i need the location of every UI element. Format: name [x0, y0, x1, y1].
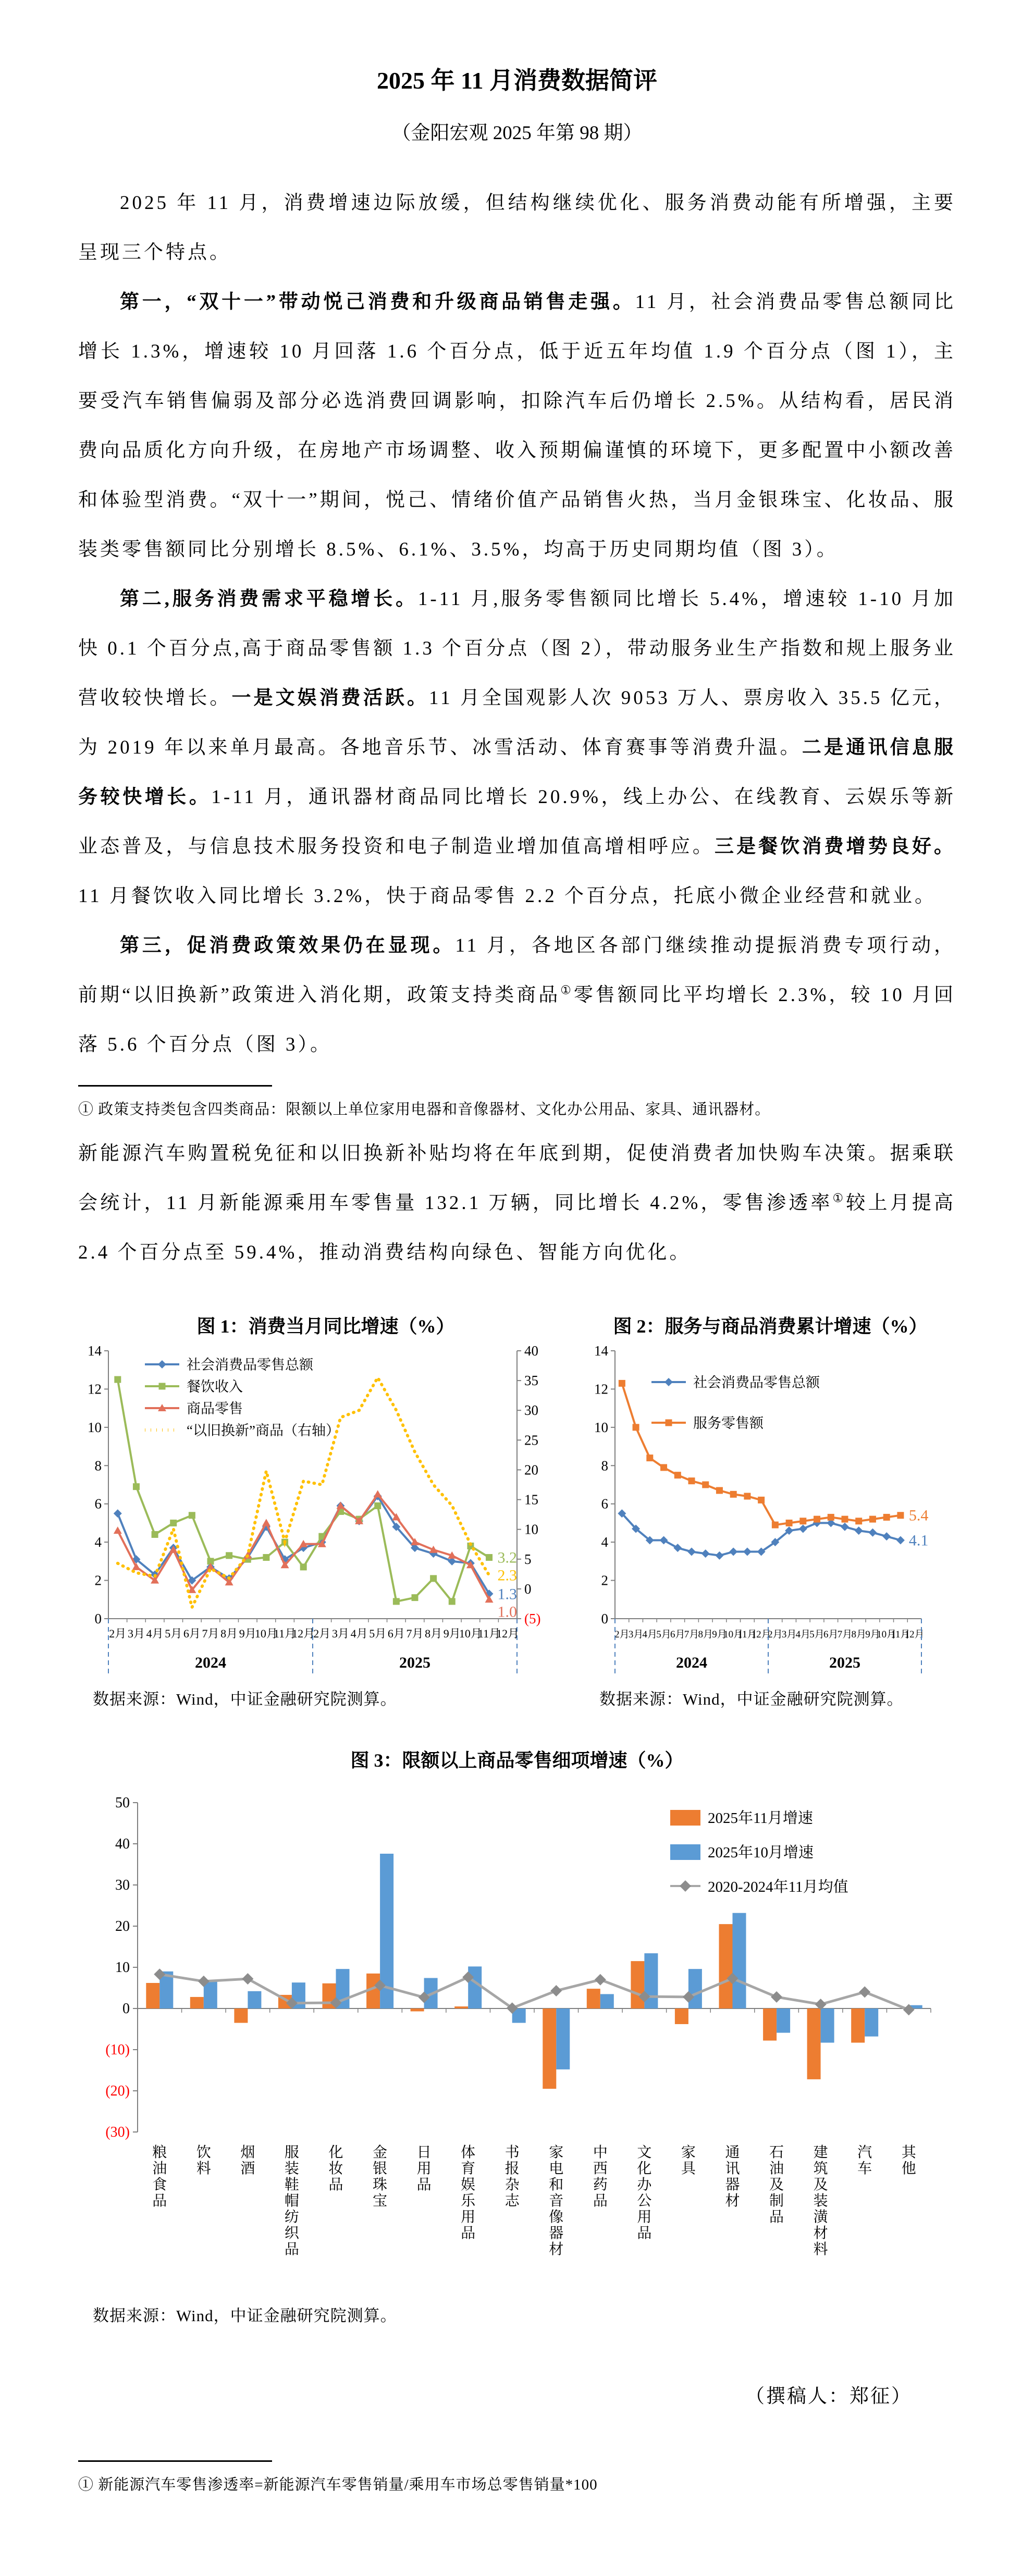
- svg-text:4月: 4月: [795, 1629, 811, 1640]
- svg-text:3.2: 3.2: [497, 1549, 518, 1567]
- svg-text:2: 2: [94, 1572, 102, 1588]
- svg-text:4: 4: [94, 1534, 102, 1550]
- svg-text:15: 15: [524, 1492, 538, 1508]
- svg-text:6: 6: [94, 1496, 102, 1512]
- svg-text:化妆品: 化妆品: [328, 2144, 343, 2193]
- svg-text:20: 20: [115, 1918, 130, 1934]
- footnote-separator-bottom: [78, 2460, 272, 2462]
- svg-text:5月: 5月: [809, 1629, 824, 1640]
- svg-text:文化办公用品: 文化办公用品: [637, 2144, 652, 2241]
- figure-2-source: 数据来源：Wind，中证金融研究院测算。: [599, 1690, 904, 1708]
- figure-3-chart: [90, 1777, 944, 2298]
- author-line: （撰稿人：郑征）: [745, 2385, 912, 2407]
- svg-text:14: 14: [88, 1342, 102, 1359]
- footnote-block-mid: [78, 1085, 956, 1121]
- svg-text:餐饮收入: 餐饮收入: [187, 1378, 243, 1395]
- svg-text:2024: 2024: [195, 1654, 226, 1671]
- svg-text:2025年11月增速: 2025年11月增速: [708, 1809, 813, 1827]
- svg-text:10: 10: [88, 1419, 102, 1435]
- svg-text:9月: 9月: [712, 1629, 727, 1640]
- svg-text:50: 50: [115, 1794, 130, 1811]
- svg-text:8月: 8月: [851, 1629, 866, 1640]
- svg-text:8: 8: [94, 1458, 102, 1474]
- svg-text:2: 2: [601, 1572, 608, 1588]
- svg-text:2025: 2025: [829, 1654, 860, 1671]
- paragraph: 新能源汽车购置税免征和以旧换新补贴均将在年底到期，促使消费者加快购车决策。据乘联会统计，11 月新能源乘用车零售量 132.1 万辆，同比增长 4.2%，零售渗透率①较上月提高 2.4 个百分点至 59.4%，推动消费结构向绿色、智能方向优化。: [78, 1142, 956, 1263]
- paragraph: 第一，“双十一”带动悦己消费和升级商品销售走强。11 月，社会消费品零售总额同比增长 1.3%，增速较 10 月回落 1.6 个百分点，低于近五年均值 1.9 个百分点（图 1），主要受汽车销售偏弱及部分必选消费回调影响，扣除汽车后仍增长 2.5%。从结构看，居民消费向品质化方向升级，在房地产市场调整、收入预期偏谨慎的环境下，更多配置中小额改善和体验型消费。“双十一”期间，悦己、情绪价值产品销售火热，当月金银珠宝、化妆品、服装类零售额同比分别增长 8.5%、6.1%、3.5%，均高于历史同期均值（图 3）。: [78, 291, 956, 560]
- paragraph: 第三，促消费政策效果仍在显现。11 月，各地区各部门继续推动提振消费专项行动，前期“以旧换新”政策进入消化期，政策支持类商品①零售额同比平均增长 2.3%，较 10 月回落 5.6 个百分点（图 3）。: [78, 935, 956, 1055]
- svg-text:10: 10: [115, 1959, 130, 1976]
- figure-3-title: 图 3：限额以上商品零售细项增速（%）: [350, 1749, 684, 1771]
- svg-text:商品零售: 商品零售: [187, 1400, 243, 1416]
- svg-text:12: 12: [88, 1381, 102, 1397]
- svg-text:汽车: 汽车: [857, 2144, 872, 2177]
- svg-text:服务零售额: 服务零售额: [693, 1415, 764, 1431]
- svg-text:5.4: 5.4: [908, 1507, 929, 1524]
- svg-text:8月: 8月: [698, 1629, 713, 1640]
- svg-text:30: 30: [115, 1877, 130, 1893]
- svg-text:“以旧换新”商品（右轴）: “以旧换新”商品（右轴）: [187, 1422, 340, 1438]
- svg-text:6月: 6月: [670, 1629, 685, 1640]
- svg-text:5月: 5月: [165, 1626, 182, 1640]
- svg-text:社会消费品零售总额: 社会消费品零售总额: [693, 1374, 820, 1390]
- paragraph: 第二,服务消费需求平稳增长。1-11 月,服务零售额同比增长 5.4%，增速较 1-10 月加快 0.1 个百分点,高于商品零售额 1.3 个百分点（图 2），带动服务业生产指数和规上服务业营收较快增长。一是文娱消费活跃。11 月全国观影人次 9053 万人、票房收入 35.5 亿元，为 2019 年以来单月最高。各地音乐节、冰雪活动、体育赛事等消费升温。二是通讯信息服务较快增长。1-11 月，通讯器材商品同比增长 20.9%，线上办公、在线教育、云娱乐等新业态普及，与信息技术服务投资和电子制造业增加值高增相呼应。三是餐饮消费增势良好。11 月餐饮收入同比增长 3.2%，快于商品零售 2.2 个百分点，托底小微企业经营和就业。: [78, 588, 956, 907]
- svg-text:30: 30: [524, 1402, 538, 1419]
- figure-1-title: 图 1：消费当月同比增速（%）: [196, 1315, 455, 1337]
- page-subtitle: （金阳宏观 2025 年第 98 期）: [391, 122, 643, 144]
- svg-text:4月: 4月: [146, 1626, 164, 1640]
- svg-text:11月: 11月: [737, 1629, 757, 1640]
- figure-1-chart: [78, 1342, 573, 1681]
- svg-text:35: 35: [524, 1373, 538, 1389]
- svg-text:6月: 6月: [183, 1626, 201, 1640]
- footnote-separator-mid: [78, 1085, 272, 1087]
- svg-text:0: 0: [524, 1581, 532, 1597]
- svg-text:石油及制品: 石油及制品: [769, 2144, 784, 2225]
- svg-text:2024: 2024: [676, 1654, 707, 1671]
- svg-text:7月: 7月: [406, 1626, 424, 1640]
- body-text-part2: [78, 1129, 956, 1277]
- svg-text:8月: 8月: [220, 1626, 238, 1640]
- svg-text:10月: 10月: [254, 1626, 278, 1640]
- svg-text:服装鞋帽纺织品: 服装鞋帽纺织品: [284, 2144, 299, 2258]
- svg-text:6: 6: [601, 1496, 608, 1512]
- svg-text:(5): (5): [524, 1610, 541, 1626]
- footnote-mid: ① 政策支持类包含四类商品：限额以上单位家用电器和音像器材、文化办公用品、家具、通讯器材。: [78, 1101, 771, 1118]
- svg-text:2月: 2月: [614, 1629, 630, 1640]
- svg-text:3月: 3月: [628, 1629, 644, 1640]
- page-title: 2025 年 11 月消费数据简评: [377, 67, 657, 94]
- svg-text:11月: 11月: [477, 1626, 501, 1640]
- figure-1: [78, 1312, 573, 1709]
- svg-text:(20): (20): [105, 2082, 130, 2099]
- svg-text:4: 4: [601, 1534, 608, 1550]
- body-text-part1: [78, 178, 956, 1069]
- svg-text:7月: 7月: [202, 1626, 219, 1640]
- svg-text:5: 5: [524, 1551, 532, 1567]
- svg-text:14: 14: [594, 1342, 608, 1359]
- svg-text:11月: 11月: [891, 1629, 910, 1640]
- svg-text:社会消费品零售总额: 社会消费品零售总额: [187, 1357, 313, 1373]
- svg-text:金银珠宝: 金银珠宝: [373, 2144, 388, 2209]
- svg-text:12月: 12月: [496, 1626, 520, 1640]
- svg-text:10月: 10月: [877, 1629, 897, 1640]
- svg-text:12月: 12月: [292, 1626, 315, 1640]
- svg-text:40: 40: [524, 1342, 538, 1359]
- svg-text:7月: 7月: [837, 1629, 853, 1640]
- svg-text:3月: 3月: [781, 1629, 797, 1640]
- svg-text:通讯器材: 通讯器材: [725, 2144, 740, 2209]
- svg-text:25: 25: [524, 1432, 538, 1448]
- svg-text:1.3: 1.3: [497, 1585, 518, 1603]
- figure-2: [585, 1312, 956, 1709]
- svg-text:书报杂志: 书报杂志: [504, 2144, 520, 2209]
- svg-text:烟酒: 烟酒: [240, 2144, 255, 2177]
- svg-text:体育娱乐用品: 体育娱乐用品: [461, 2144, 476, 2241]
- svg-text:4.1: 4.1: [908, 1532, 929, 1549]
- svg-text:2.3: 2.3: [497, 1567, 518, 1584]
- footnote-block-bottom: [78, 2460, 956, 2497]
- footnote-bottom: ① 新能源汽车零售渗透率=新能源汽车零售销量/乘用车市场总零售销量*100: [78, 2476, 598, 2493]
- svg-text:4月: 4月: [350, 1626, 368, 1640]
- svg-text:(30): (30): [105, 2124, 130, 2140]
- svg-text:12月: 12月: [904, 1629, 925, 1640]
- svg-text:2020-2024年11月均值: 2020-2024年11月均值: [708, 1878, 848, 1895]
- figures-row: [78, 1312, 956, 1709]
- svg-text:3月: 3月: [127, 1626, 145, 1640]
- svg-text:家电和音像器材: 家电和音像器材: [549, 2144, 564, 2258]
- svg-text:中西药品: 中西药品: [593, 2144, 608, 2209]
- svg-text:12月: 12月: [751, 1629, 771, 1640]
- svg-text:8: 8: [601, 1458, 608, 1474]
- svg-text:5月: 5月: [656, 1629, 671, 1640]
- figure-1-source: 数据来源：Wind，中证金融研究院测算。: [93, 1690, 397, 1708]
- svg-text:0: 0: [601, 1610, 608, 1626]
- svg-text:1.0: 1.0: [497, 1603, 518, 1621]
- svg-text:20: 20: [524, 1462, 538, 1478]
- svg-text:2月: 2月: [313, 1626, 331, 1640]
- svg-text:饮料: 饮料: [196, 2144, 211, 2177]
- svg-text:(10): (10): [105, 2041, 130, 2058]
- svg-text:12: 12: [594, 1381, 608, 1397]
- svg-text:2月: 2月: [109, 1626, 127, 1640]
- svg-text:日用品: 日用品: [416, 2144, 432, 2193]
- svg-text:2025: 2025: [399, 1654, 430, 1671]
- svg-text:40: 40: [115, 1835, 130, 1852]
- svg-text:3月: 3月: [331, 1626, 349, 1640]
- svg-text:粮油食品: 粮油食品: [152, 2144, 167, 2209]
- figure-3-source: 数据来源：Wind，中证金融研究院测算。: [93, 2306, 397, 2325]
- svg-text:建筑及装潢材料: 建筑及装潢材料: [813, 2144, 828, 2258]
- svg-text:10: 10: [524, 1521, 538, 1537]
- svg-text:10: 10: [594, 1419, 608, 1435]
- figure-2-title: 图 2：服务与商品消费累计增速（%）: [613, 1315, 928, 1337]
- svg-text:10月: 10月: [723, 1629, 744, 1640]
- svg-text:2025年10月增速: 2025年10月增速: [708, 1844, 814, 1861]
- svg-text:4月: 4月: [642, 1629, 658, 1640]
- figure-3: [78, 1746, 956, 2326]
- svg-text:0: 0: [122, 2000, 130, 2017]
- svg-text:9月: 9月: [865, 1629, 880, 1640]
- svg-text:9月: 9月: [443, 1626, 461, 1640]
- svg-text:8月: 8月: [425, 1626, 442, 1640]
- svg-text:10月: 10月: [459, 1626, 482, 1640]
- svg-text:其他: 其他: [901, 2144, 916, 2177]
- figure-2-chart: [585, 1342, 956, 1681]
- paragraph: 2025 年 11 月，消费增速边际放缓，但结构继续优化、服务消费动能有所增强，主要呈现三个特点。: [78, 192, 956, 263]
- svg-text:2月: 2月: [768, 1629, 783, 1640]
- svg-text:0: 0: [94, 1610, 102, 1626]
- svg-text:11月: 11月: [273, 1626, 297, 1640]
- svg-text:5月: 5月: [369, 1626, 387, 1640]
- svg-text:9月: 9月: [239, 1626, 256, 1640]
- svg-text:6月: 6月: [823, 1629, 839, 1640]
- svg-text:家具: 家具: [681, 2144, 696, 2177]
- svg-text:6月: 6月: [387, 1626, 405, 1640]
- svg-text:7月: 7月: [684, 1629, 699, 1640]
